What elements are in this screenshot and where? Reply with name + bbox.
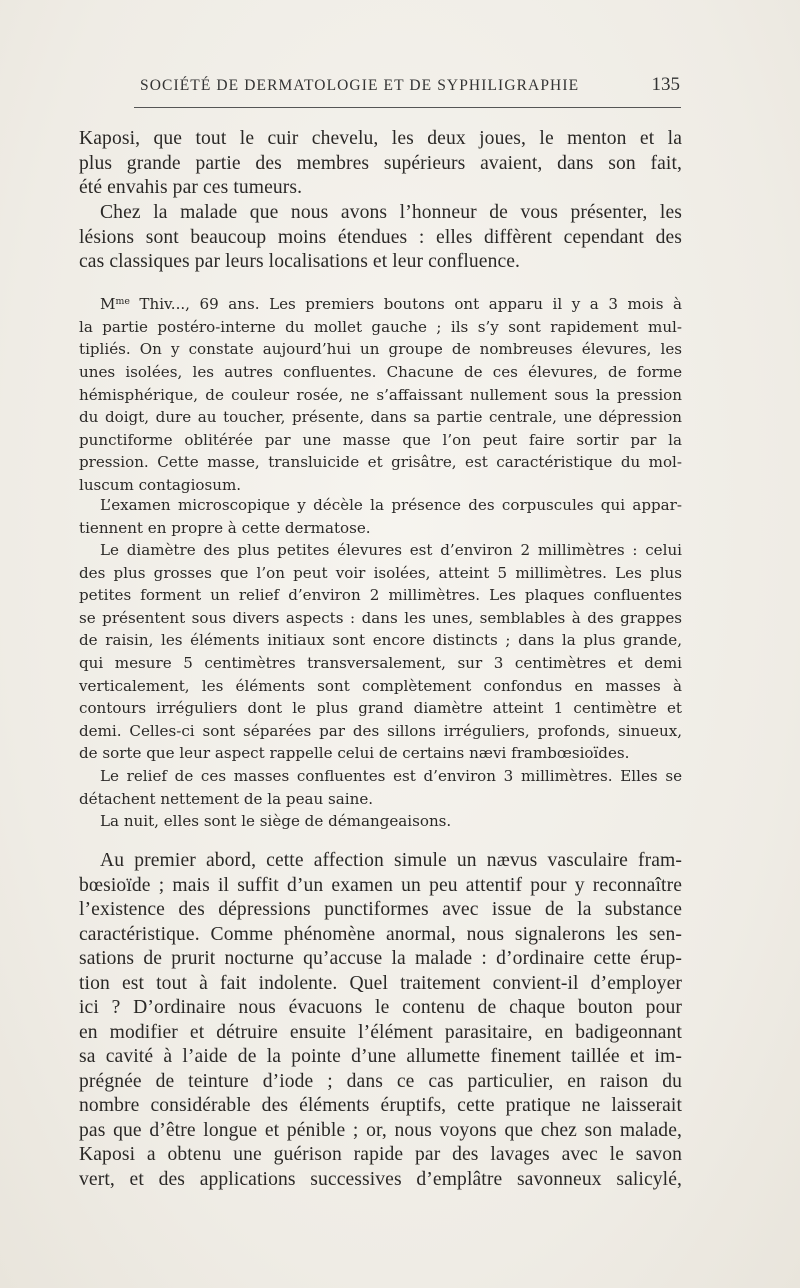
- text-line: petites forment un relief d’environ 2 millimètres. Les plaques confluentes: [79, 586, 682, 605]
- text-line: punctiforme oblitérée par une masse que l’on peut faire sortir par la: [79, 430, 682, 449]
- text-line: lésions sont beaucoup moins étendues : elles diffèrent cependant des: [79, 226, 682, 248]
- intro-paragraph-1: [79, 127, 682, 201]
- text-line-rest: Thiv..., 69 ans. Les premiers boutons ont apparu il y a 3 mois à: [129, 295, 682, 314]
- text-line: prégnée de teinture d’iode ; dans ce cas particulier, en raison du: [79, 1070, 682, 1092]
- text-line: vert, et des applications successives d’emplâtre savonneux salicylé,: [79, 1168, 682, 1190]
- text-line: se présentent sous divers aspects : dans les unes, semblables à des grappes: [79, 608, 682, 627]
- text-line: La nuit, elles sont le siège de démangeaisons.: [100, 812, 452, 830]
- text-line: sations de prurit nocturne qu’accuse la malade : d’ordinaire cette érup-: [79, 948, 682, 969]
- intro-paragraph-2: [79, 201, 682, 275]
- case-paragraph-1: [79, 291, 682, 496]
- text-line: tipliés. On y constate aujourd’hui un groupe de nombreuses élevures, les: [79, 340, 682, 359]
- running-head: [140, 73, 680, 99]
- text-line: Le diamètre des plus petites élevures est d’environ 2 millimètres : celui: [100, 541, 682, 559]
- text-line: bœsioïde ; mais il suffit d’un examen un peu attentif pour y reconnaître: [79, 874, 682, 896]
- text-line: du doigt, dure au toucher, présente, dans sa partie centrale, une dépression: [79, 408, 682, 427]
- text-line: L’examen microscopique y décèle la présence des corpuscules qui appar-: [100, 496, 682, 514]
- text-line: Le relief de ces masses confluentes est d’environ 3 millimètres. Elles se: [100, 767, 682, 785]
- text-line: sa cavité à l’aide de la pointe d’une allumette finement taillée et im-: [79, 1046, 682, 1067]
- text-line: Chez la malade que nous avons l’honneur de vous présenter, les: [100, 202, 682, 223]
- text-line: qui mesure 5 centimètres transversalement, sur 3 centimètres et demi: [79, 653, 682, 672]
- text-line: pression. Cette masse, transluicide et grisâtre, est caractéristique du mol-: [79, 453, 682, 472]
- header-rule: [134, 107, 681, 108]
- text-line: détachent nettement de la peau saine.: [79, 789, 374, 808]
- text-line: Kaposi a obtenu une guérison rapide par des lavages avec le savon: [79, 1144, 682, 1165]
- text-line: tion est tout à fait indolente. Quel traitement convient-il d’employer: [79, 972, 682, 994]
- text-line: de sorte que leur aspect rappelle celui de certains nævi frambœsioïdes.: [79, 744, 630, 763]
- text-line: unes isolées, les autres confluentes. Chacune de ces élevures, de forme: [79, 362, 682, 381]
- text-line: Kaposi, que tout le cuir chevelu, les deux joues, le menton et la: [79, 128, 682, 149]
- text-line: contours irréguliers dont le plus grand diamètre atteint 1 centimètre et: [79, 699, 682, 718]
- text-line: [79, 291, 682, 316]
- case-paragraph-2: [79, 494, 682, 539]
- text-line: demi. Celles-ci sont séparées par des sillons irréguliers, profonds, sinueux,: [79, 721, 682, 740]
- page-number: 135: [651, 74, 680, 95]
- honorific: M: [100, 295, 116, 314]
- text-line: cas classiques par leurs localisations et leur confluence.: [79, 251, 521, 272]
- text-line: hémisphérique, de couleur rosée, ne s’affaissant nullement sous la pression: [79, 385, 682, 404]
- text-line: nombre considérable des éléments éruptifs, cette pratique ne laisserait: [79, 1095, 682, 1116]
- text-line: luscum contagiosum.: [79, 475, 242, 494]
- honorific-superscript: me: [115, 296, 130, 307]
- text-line: Au premier abord, cette affection simule un nævus vasculaire fram-: [100, 850, 682, 871]
- text-line: plus grande partie des membres supérieurs avaient, dans son fait,: [79, 152, 682, 174]
- text-line: tiennent en propre à cette dermatose.: [79, 518, 371, 537]
- text-line: verticalement, les éléments sont complètement confondus en masses à: [79, 676, 682, 695]
- text-line: caractéristique. Comme phénomène anormal, nous signalerons les sen-: [79, 923, 682, 945]
- text-line: ici ? D’ordinaire nous évacuons le contenu de chaque bouton pour: [79, 997, 682, 1018]
- case-paragraph-4: [79, 765, 682, 810]
- case-paragraph-5: [79, 810, 682, 833]
- case-paragraph-3: [79, 539, 682, 765]
- text-line: pas que d’être longue et pénible ; or, nous voyons que chez son malade,: [79, 1119, 682, 1141]
- text-line: l’existence des dépressions punctiformes avec issue de la substance: [79, 899, 682, 920]
- text-line: de raisin, les éléments initiaux sont encore distincts ; dans la plus grande,: [79, 631, 682, 650]
- running-title: SOCIÉTÉ DE DERMATOLOGIE ET DE SYPHILIGRAPHIE: [140, 77, 580, 94]
- discussion-paragraph: [79, 849, 682, 1192]
- text-line: été envahis par ces tumeurs.: [79, 177, 303, 198]
- text-line: en modifier et détruire ensuite l’élément parasitaire, en badigeonnant: [79, 1021, 682, 1043]
- text-line: la partie postéro-interne du mollet gauche ; ils s’y sont rapidement mul-: [79, 317, 682, 336]
- text-line: des plus grosses que l’on peut voir isolées, atteint 5 millimètres. Les plus: [79, 563, 682, 582]
